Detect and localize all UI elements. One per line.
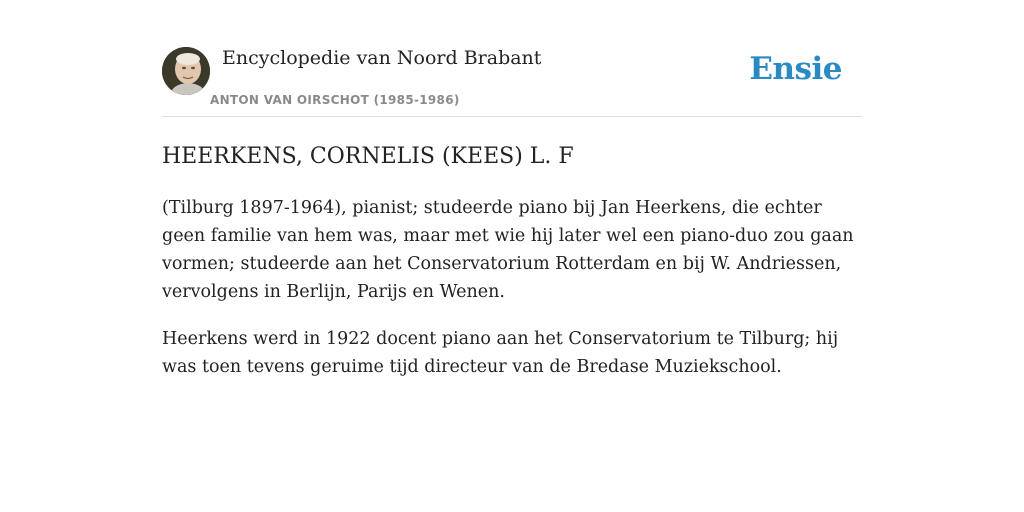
page-container (162, 0, 862, 381)
article-title: HEERKENS, CORNELIS (KEES) L. F (162, 144, 574, 169)
article-paragraph: (Tilburg 1897-1964), pianist; studeerde piano bij Jan Heerkens, die echter geen familie van hem was, maar met wie hij later wel een piano-duo zou gaan vormen; studeerde aan het Conservatorium Rotterdam en bij W. Andriessen, vervolgens in Berlijn, Parijs en Wenen. (162, 198, 854, 302)
author-name[interactable]: ANTON VAN OIRSCHOT (1985-1986) (210, 93, 460, 107)
author-avatar[interactable] (162, 47, 210, 95)
ensie-logo[interactable]: Ensie (749, 51, 842, 87)
portrait-icon (162, 47, 210, 95)
site-title[interactable]: Encyclopedie van Noord Brabant (222, 47, 542, 69)
header (162, 0, 862, 117)
article-paragraph: Heerkens werd in 1922 docent piano aan het Conservatorium te Tilburg; hij was toen tevens geruime tijd directeur van de Bredase Muziekschool. (162, 329, 839, 377)
